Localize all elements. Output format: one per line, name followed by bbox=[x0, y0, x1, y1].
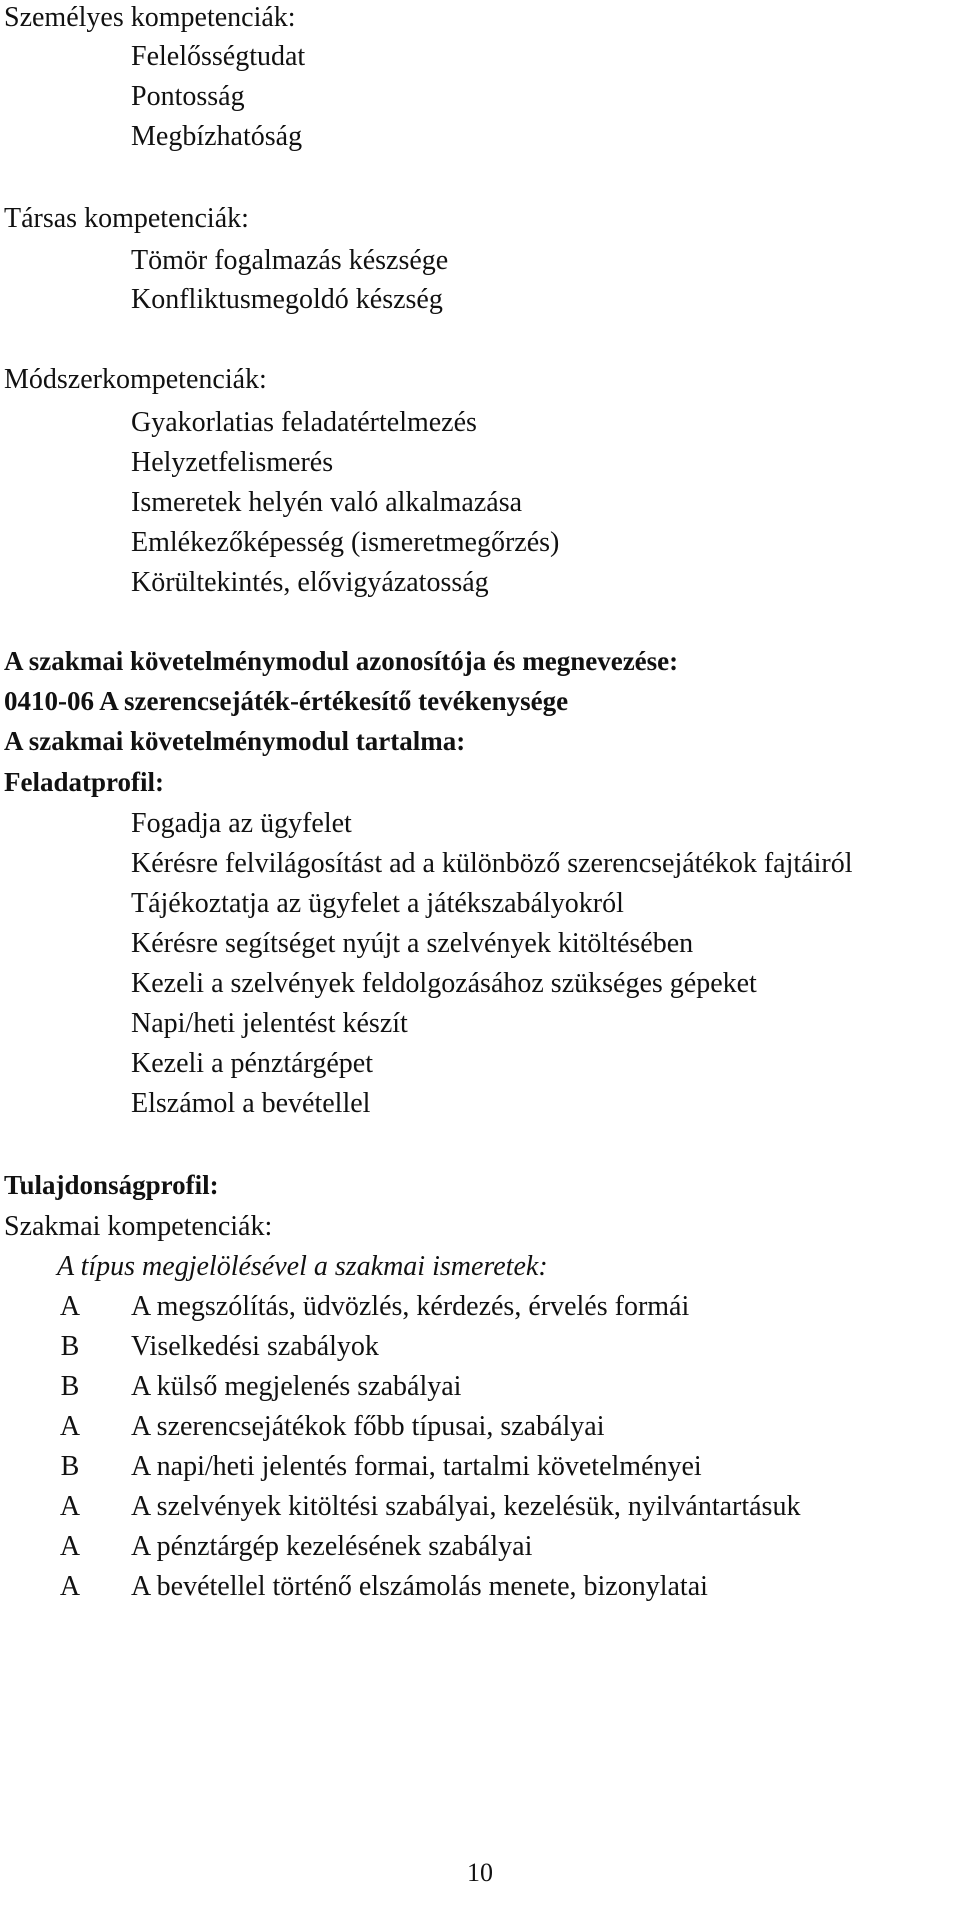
method-competency-item: Emlékezőképesség (ismeretmegőrzés) bbox=[131, 527, 560, 558]
knowledge-type: A bbox=[59, 1531, 81, 1562]
method-competency-item: Ismeretek helyén való alkalmazása bbox=[131, 487, 523, 518]
task-item: Kérésre felvilágosítást ad a különböző szerencsejátékok fajtáiról bbox=[131, 848, 853, 879]
social-competency-item: Tömör fogalmazás készsége bbox=[131, 245, 449, 276]
task-item: Kezeli a pénztárgépet bbox=[131, 1048, 374, 1079]
task-item: Elszámol a bevétellel bbox=[131, 1088, 371, 1119]
task-item: Kérésre segítséget nyújt a szelvények kitöltésében bbox=[131, 928, 694, 959]
knowledge-text: A külső megjelenés szabályai bbox=[131, 1371, 462, 1402]
knowledge-text: A szerencsejátékok főbb típusai, szabályai bbox=[131, 1411, 605, 1442]
property-profile-heading: Tulajdonságprofil: bbox=[4, 1170, 219, 1200]
knowledge-type: A bbox=[59, 1411, 81, 1442]
type-note: A típus megjelölésével a szakmai ismeretek: bbox=[57, 1251, 548, 1282]
personal-competency-item: Megbízhatóság bbox=[131, 121, 303, 152]
personal-competency-item: Pontosság bbox=[131, 81, 245, 112]
knowledge-type: A bbox=[59, 1491, 81, 1522]
personal-competencies-heading: Személyes kompetenciák: bbox=[4, 2, 296, 33]
knowledge-text: A napi/heti jelentés formai, tartalmi követelményei bbox=[131, 1451, 702, 1482]
task-item: Fogadja az ügyfelet bbox=[131, 808, 352, 839]
page-number: 10 bbox=[467, 1858, 493, 1887]
knowledge-type: B bbox=[60, 1331, 80, 1362]
knowledge-type: A bbox=[59, 1291, 81, 1322]
method-competencies-heading: Módszerkompetenciák: bbox=[4, 364, 267, 395]
knowledge-text: Viselkedési szabályok bbox=[131, 1331, 379, 1362]
social-competency-item: Konfliktusmegoldó készség bbox=[131, 284, 443, 315]
knowledge-type: B bbox=[60, 1451, 80, 1482]
task-profile-heading: Feladatprofil: bbox=[4, 767, 164, 797]
task-item: Tájékoztatja az ügyfelet a játékszabályokról bbox=[131, 888, 624, 919]
method-competency-item: Gyakorlatias feladatértelmezés bbox=[131, 407, 477, 438]
method-competency-item: Helyzetfelismerés bbox=[131, 447, 334, 478]
knowledge-text: A megszólítás, üdvözlés, kérdezés, érvelés formái bbox=[131, 1291, 690, 1322]
professional-competencies-heading: Szakmai kompetenciák: bbox=[4, 1211, 273, 1242]
knowledge-text: A szelvények kitöltési szabályai, kezelésük, nyilvántartásuk bbox=[131, 1491, 801, 1522]
module-content-heading: A szakmai követelménymodul tartalma: bbox=[4, 726, 466, 756]
method-competency-item: Körültekintés, elővigyázatosság bbox=[131, 567, 489, 598]
personal-competency-item: Felelősségtudat bbox=[131, 41, 306, 72]
social-competencies-heading: Társas kompetenciák: bbox=[4, 203, 249, 234]
module-id-heading: A szakmai követelménymodul azonosítója és megnevezése: bbox=[4, 646, 679, 676]
knowledge-type: A bbox=[59, 1571, 81, 1602]
knowledge-text: A pénztárgép kezelésének szabályai bbox=[131, 1531, 533, 1562]
task-item: Kezeli a szelvények feldolgozásához szükséges gépeket bbox=[131, 968, 757, 999]
task-item: Napi/heti jelentést készít bbox=[131, 1008, 408, 1039]
knowledge-type: B bbox=[60, 1371, 80, 1402]
module-id-line: 0410-06 A szerencsejáték-értékesítő tevékenysége bbox=[4, 686, 569, 716]
knowledge-text: A bevétellel történő elszámolás menete, bizonylatai bbox=[131, 1571, 708, 1602]
